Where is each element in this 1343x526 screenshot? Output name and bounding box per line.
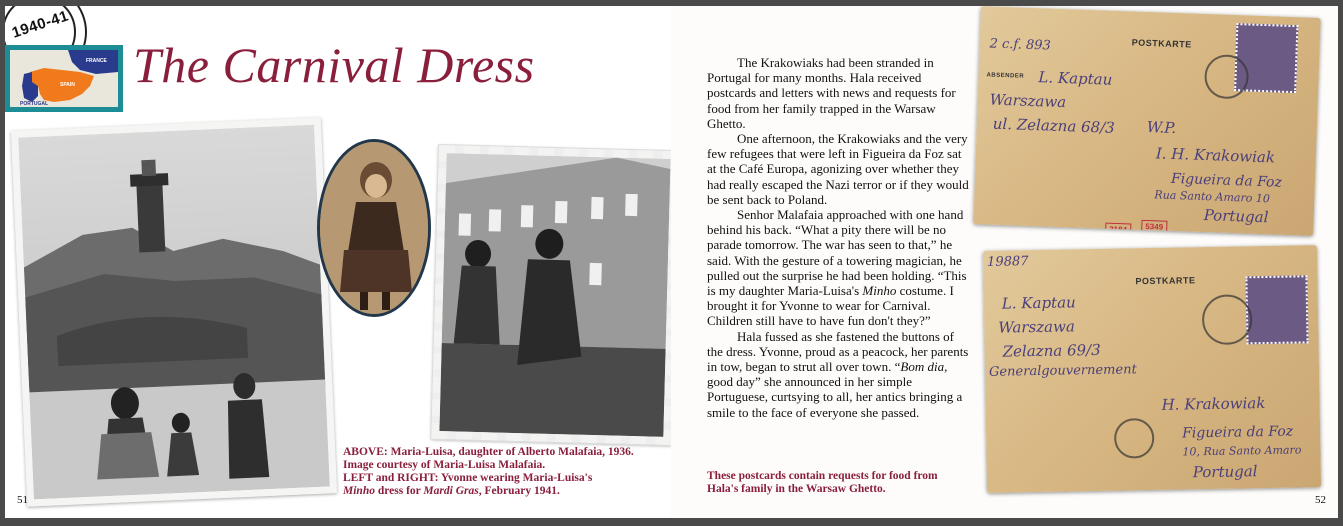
postcard-2-line-7: Figueira da Foz xyxy=(1181,423,1294,442)
year-stamp-label: 1940-41 xyxy=(9,7,71,42)
paragraph-3: Senhor Malafaia approached with one hand behind his back. “What a pity there will be no parade tomorrow. The war has seen to that,” he said. With the gesture of a towering magician, he pulled out the surprise he had been holding. “This is my daughter Maria-Luisa's Minho costume. I brought it for Yvonne to wear for Carnival. Children still have to have fun don't they?” xyxy=(707,207,967,329)
caption-line-2: Image courtesy of Maria-Luisa Malafaia. xyxy=(343,459,546,471)
postcard-1-line-1: 2 c.f. 893 xyxy=(989,36,1052,54)
postcard-2-line-4: Zelazna 69/3 xyxy=(1002,340,1101,361)
postcard-1-line-6: I. H. Krakowiak xyxy=(1155,144,1276,167)
postcard-2-line-2: L. Kaptau xyxy=(1001,293,1076,313)
page-number-left: 51 xyxy=(17,494,28,506)
postcard-1-line-8: Rua Santo Amaro 10 xyxy=(1154,188,1271,206)
postcard-2-line-1: 19887 xyxy=(986,254,1029,270)
postcard-2-line-3: Warszawa xyxy=(998,317,1075,337)
postcard-1-line-7: Figueira da Foz xyxy=(1170,170,1283,191)
story-text xyxy=(707,55,969,420)
page-title: The Carnival Dress xyxy=(133,37,535,93)
photo-caption xyxy=(343,446,643,498)
postcard-2-line-6: H. Krakowiak xyxy=(1161,394,1266,414)
right-page xyxy=(671,6,1338,518)
postage-stamp-2 xyxy=(1245,275,1308,344)
postcard-1-line-3: Warszawa xyxy=(989,90,1067,112)
map-label-france: FRANCE xyxy=(86,58,107,64)
map-label-portugal: PORTUGAL xyxy=(20,101,49,107)
postcard-2-line-8: 10, Rua Santo Amaro xyxy=(1182,443,1302,459)
postcard-1 xyxy=(973,6,1320,236)
postcard-2-line-5: Generalgouvernement xyxy=(988,362,1137,380)
postcard-2-heading: POSTKARTE xyxy=(1135,275,1196,287)
postmark-3 xyxy=(1114,418,1155,459)
map-label-spain: SPAIN xyxy=(60,82,75,88)
postcard-2-line-9: Portugal xyxy=(1192,462,1258,482)
paragraph-1: The Krakowiaks had been stranded in Portugal for many months. Hala received postcards and letters with news and requests for food from her family trapped in the Warsaw Ghetto. xyxy=(707,55,956,131)
postcard-caption: These postcards contain requests for food from Hala's family in the Warsaw Ghetto. xyxy=(707,470,938,495)
maria-luisa-portrait xyxy=(317,139,431,317)
left-page xyxy=(5,6,671,518)
iberia-map xyxy=(5,45,123,112)
caption-line-1: ABOVE: Maria-Luisa, daughter of Alberto Malafaia, 1936. xyxy=(343,446,634,458)
postmark-2 xyxy=(1202,294,1253,345)
paragraph-2: One afternoon, the Krakowiaks and the very few refugees that were left in Figueira da Foz sat at the Café Europa, agonizing over whether they had really escaped the Nazi terror or if they would be sent back to Poland. xyxy=(707,131,969,207)
postcard-1-line-4: ul. Zelazna 68/3 xyxy=(992,114,1116,137)
postcard-1-sender-label: ABSENDER xyxy=(986,72,1025,80)
postcard-1-box-2: 5349 xyxy=(1141,220,1167,234)
page-number-right: 52 xyxy=(1315,494,1326,506)
postmark-1 xyxy=(1204,54,1250,100)
family-beach-photo xyxy=(11,117,337,506)
caption-line-3: LEFT and RIGHT: Yvonne wearing Maria-Luisa's xyxy=(343,472,593,484)
postcard-1-line-9: Portugal xyxy=(1203,206,1269,227)
yvonne-costume-photo xyxy=(431,145,671,445)
postcard-1-line-2: L. Kaptau xyxy=(1038,68,1113,89)
caption-line-4: Minho dress for Mardi Gras, February 1941. xyxy=(343,485,560,497)
postcard-1-line-5: W.P. xyxy=(1146,118,1177,138)
paragraph-4: Hala fussed as she fastened the buttons of the dress. Yvonne, proud as a peacock, her parents in tow, began to strut all over town. “Bom dia, good day” she announced in her simple Portuguese, curtsying to all, her antics bringing a smile to the face of everyone she passed. xyxy=(707,328,969,420)
postcard-1-box-1: 3184 xyxy=(1105,223,1131,236)
postcard-1-heading: POSTKARTE xyxy=(1131,37,1192,50)
postcard-2 xyxy=(983,245,1321,493)
